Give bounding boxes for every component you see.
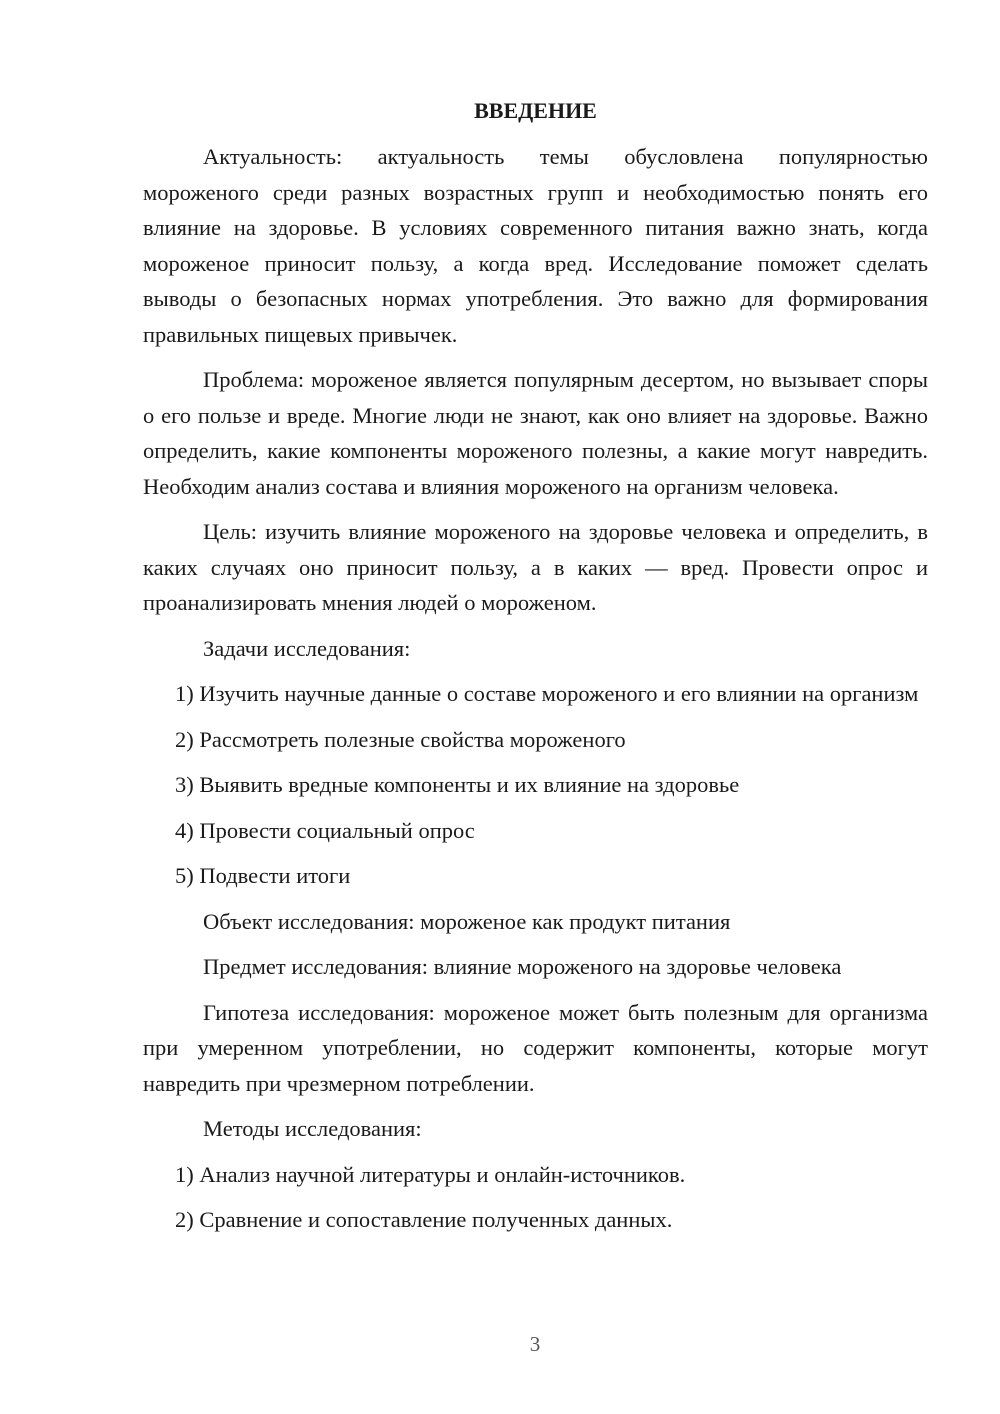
problem-paragraph: Проблема: мороженое является популярным десертом, но вызывает споры о его пользе и вреде. Многие люди не знают, как оно влияет на здоровье. Важно определить, какие компоненты мороженого полезны, а какие могут навредить. Необходим анализ состава и влияния мороженого на организм человека. <box>143 367 928 499</box>
document-page <box>143 95 928 1248</box>
task-item: 2) Рассмотреть полезные свойства мороженого <box>175 726 626 752</box>
relevance-paragraph: Актуальность: актуальность темы обусловлена популярностью мороженого среди разных возрастных групп и необходимостью понять его влияние на здоровье. В условиях современного питания важно знать, когда мороженое приносит пользу, а когда вред. Исследование поможет сделать выводы о безопасных нормах употребления. Это важно для формирования правильных пищевых привычек. <box>143 144 928 347</box>
page-number: 3 <box>529 1332 541 1356</box>
hypothesis-paragraph: Гипотеза исследования: мороженое может быть полезным для организма при умеренном употреблении, но содержит компоненты, которые могут навредить при чрезмерном потреблении. <box>143 999 928 1096</box>
task-item: 1) Изучить научные данные о составе мороженого и его влиянии на организм <box>175 681 919 706</box>
goal-paragraph: Цель: изучить влияние мороженого на здоровье человека и определить, в каких случаях оно приносит пользу, а в каких — вред. Провести опрос и проанализировать мнения людей о мороженом. <box>143 519 928 615</box>
methods-heading: Методы исследования: <box>203 1116 422 1141</box>
task-item: 3) Выявить вредные компоненты и их влияние на здоровье <box>175 772 740 797</box>
method-item: 1) Анализ научной литературы и онлайн-источников. <box>175 1161 686 1187</box>
task-item: 5) Подвести итоги <box>175 863 351 888</box>
section-heading: ВВЕДЕНИЕ <box>474 98 597 123</box>
subject-line: Предмет исследования: влияние мороженого на здоровье человека <box>203 954 842 979</box>
tasks-heading: Задачи исследования: <box>203 635 411 661</box>
object-line: Объект исследования: мороженое как продукт питания <box>203 908 731 934</box>
method-item: 2) Сравнение и сопоставление полученных данных. <box>175 1207 673 1232</box>
task-item: 4) Провести социальный опрос <box>175 817 475 843</box>
